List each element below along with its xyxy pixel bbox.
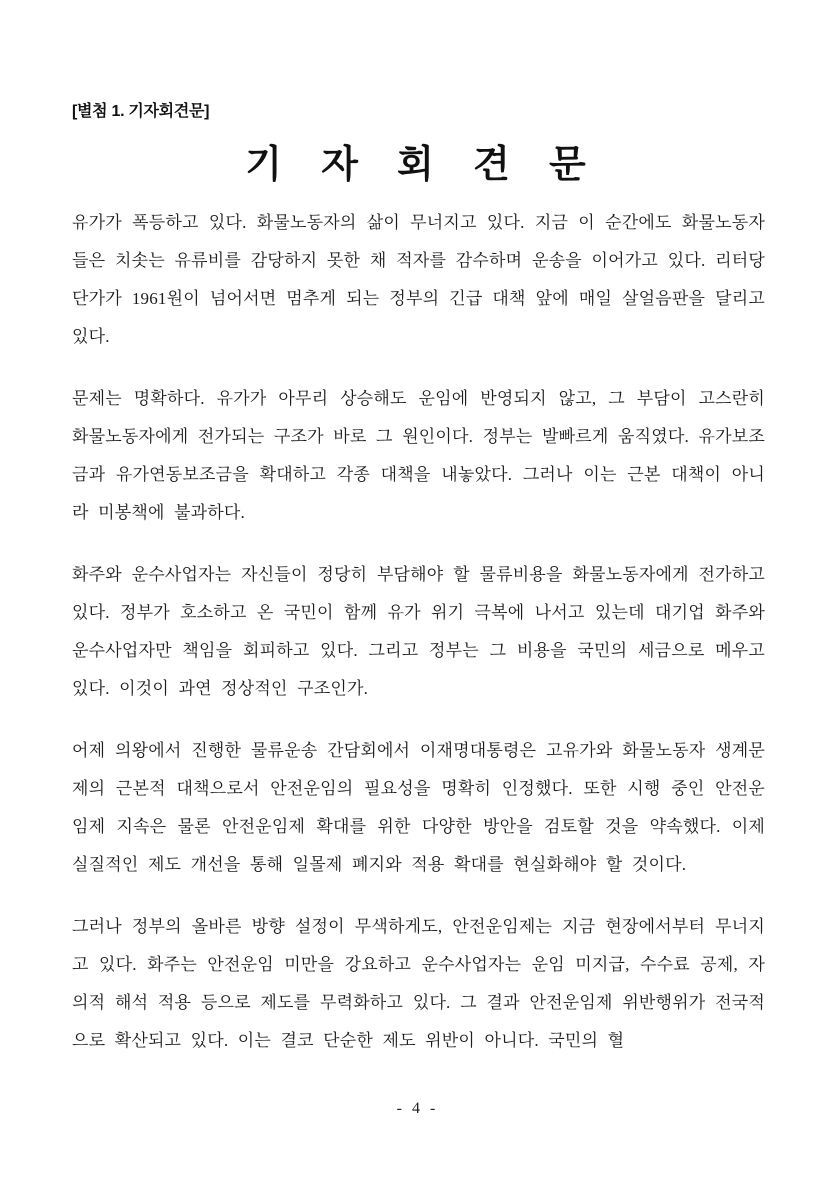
paragraph: 문제는 명확하다. 유가가 아무리 상승해도 운임에 반영되지 않고, 그 부담이 고스란히 화물노동자에게 전가되는 구조가 바로 그 원인이다. 정부는 발빠르게 움직였다. 유가보조금과 유가연동보조금을 확대하고 각종 대책을 내놓았다. 그러나 이는 근본 대책이 아니라 미봉책에 불과하다. <box>72 389 765 522</box>
paragraph: 유가가 폭등하고 있다. 화물노동자의 삶이 무너지고 있다. 지금 이 순간에도 화물노동자들은 치솟는 유류비를 감당하지 못한 채 적자를 감수하며 운송을 이어가고 있다. 리터당 단가가 1961원이 넘어서면 멈추게 되는 정부의 긴급 대책 앞에 매일 살얼음판을 달리고 있다. <box>72 213 765 346</box>
page-number: - 4 - <box>396 1100 439 1117</box>
page-title: 기 자 회 견 문 <box>245 141 592 186</box>
paragraph: 어제 의왕에서 진행한 물류운송 간담회에서 이재명대통령은 고유가와 화물노동자 생계문제의 근본적 대책으로서 안전운임의 필요성을 명확히 인정했다. 또한 시행 중인 안전운임제 지속은 물론 안전운임제 확대를 위한 다양한 방안을 검토할 것을 약속했다. 이제 실질적인 제도 개선을 통해 일몰제 폐지와 적용 확대를 현실화해야 할 것이다. <box>72 741 765 874</box>
paragraph: 화주와 운수사업자는 자신들이 정당히 부담해야 할 물류비용을 화물노동자에게 전가하고 있다. 정부가 호소하고 온 국민이 함께 유가 위기 극복에 나서고 있는데 대기업 화주와 운수사업자만 책임을 회피하고 있다. 그리고 정부는 그 비용을 국민의 세금으로 메우고 있다. 이것이 과연 정상적인 구조인가. <box>72 565 765 698</box>
paragraph: 그러나 정부의 올바른 방향 설정이 무색하게도, 안전운임제는 지금 현장에서부터 무너지고 있다. 화주는 안전운임 미만을 강요하고 운수사업자는 운임 미지급, 수수료 공제, 자의적 해석 적용 등으로 제도를 무력화하고 있다. 그 결과 안전운임제 위반행위가 전국적으로 확산되고 있다. 이는 결코 단순한 제도 위반이 아니다. 국민의 혈 <box>72 917 766 1050</box>
document-body <box>72 204 765 1060</box>
attachment-label: [별첨 1. 기자회견문] <box>72 103 210 120</box>
